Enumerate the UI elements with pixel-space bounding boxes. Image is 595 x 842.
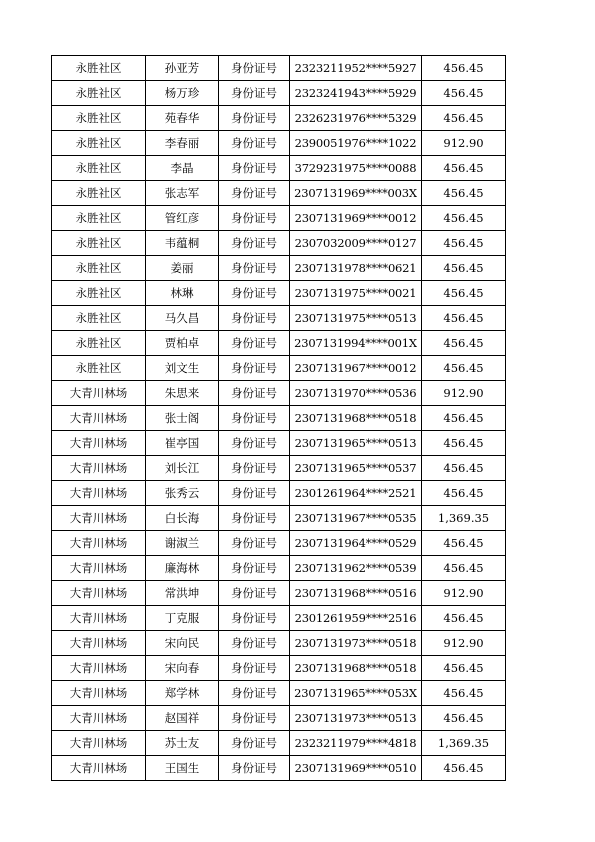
name-cell: 朱思来 <box>146 381 219 406</box>
id-number-cell: 2307131968****0516 <box>290 581 422 606</box>
name-cell: 赵国祥 <box>146 706 219 731</box>
table-row <box>52 381 506 406</box>
name-cell: 宋向民 <box>146 631 219 656</box>
amount-cell: 456.45 <box>422 681 506 706</box>
amount-cell: 456.45 <box>422 306 506 331</box>
org-cell: 永胜社区 <box>52 56 146 81</box>
id-type-cell: 身份证号 <box>219 456 290 481</box>
id-type-cell: 身份证号 <box>219 306 290 331</box>
id-type-cell: 身份证号 <box>219 681 290 706</box>
table-row <box>52 306 506 331</box>
org-cell: 大青川林场 <box>52 731 146 756</box>
org-cell: 大青川林场 <box>52 556 146 581</box>
amount-cell: 456.45 <box>422 456 506 481</box>
table-row <box>52 156 506 181</box>
roster-table-body <box>52 56 506 781</box>
amount-cell: 456.45 <box>422 556 506 581</box>
name-cell: 苏士友 <box>146 731 219 756</box>
amount-cell: 456.45 <box>422 206 506 231</box>
name-cell: 王国生 <box>146 756 219 781</box>
id-number-cell: 2323211952****5927 <box>290 56 422 81</box>
id-number-cell: 2307131969****003X <box>290 181 422 206</box>
name-cell: 崔亭国 <box>146 431 219 456</box>
id-number-cell: 2307131978****0621 <box>290 256 422 281</box>
id-type-cell: 身份证号 <box>219 181 290 206</box>
name-cell: 丁克服 <box>146 606 219 631</box>
table-row <box>52 706 506 731</box>
id-type-cell: 身份证号 <box>219 706 290 731</box>
id-number-cell: 2307032009****0127 <box>290 231 422 256</box>
org-cell: 大青川林场 <box>52 531 146 556</box>
org-cell: 永胜社区 <box>52 331 146 356</box>
org-cell: 永胜社区 <box>52 231 146 256</box>
amount-cell: 456.45 <box>422 81 506 106</box>
amount-cell: 456.45 <box>422 156 506 181</box>
id-type-cell: 身份证号 <box>219 506 290 531</box>
name-cell: 宋向春 <box>146 656 219 681</box>
id-type-cell: 身份证号 <box>219 656 290 681</box>
id-number-cell: 2307131967****0535 <box>290 506 422 531</box>
amount-cell: 456.45 <box>422 756 506 781</box>
name-cell: 白长海 <box>146 506 219 531</box>
table-row <box>52 81 506 106</box>
table-row <box>52 106 506 131</box>
name-cell: 李春丽 <box>146 131 219 156</box>
table-row <box>52 456 506 481</box>
id-number-cell: 2323241943****5929 <box>290 81 422 106</box>
amount-cell: 456.45 <box>422 106 506 131</box>
org-cell: 永胜社区 <box>52 156 146 181</box>
id-number-cell: 2301261959****2516 <box>290 606 422 631</box>
table-row <box>52 356 506 381</box>
name-cell: 常洪坤 <box>146 581 219 606</box>
id-type-cell: 身份证号 <box>219 556 290 581</box>
id-type-cell: 身份证号 <box>219 356 290 381</box>
id-number-cell: 2307131968****0518 <box>290 406 422 431</box>
id-number-cell: 2307131964****0529 <box>290 531 422 556</box>
id-type-cell: 身份证号 <box>219 56 290 81</box>
id-type-cell: 身份证号 <box>219 281 290 306</box>
id-type-cell: 身份证号 <box>219 431 290 456</box>
amount-cell: 456.45 <box>422 231 506 256</box>
id-number-cell: 2326231976****5329 <box>290 106 422 131</box>
id-type-cell: 身份证号 <box>219 81 290 106</box>
name-cell: 张秀云 <box>146 481 219 506</box>
id-number-cell: 2307131975****0513 <box>290 306 422 331</box>
table-row <box>52 731 506 756</box>
name-cell: 杨万珍 <box>146 81 219 106</box>
name-cell: 廉海林 <box>146 556 219 581</box>
table-row <box>52 231 506 256</box>
table-row <box>52 556 506 581</box>
org-cell: 大青川林场 <box>52 506 146 531</box>
id-number-cell: 2307131965****0513 <box>290 431 422 456</box>
org-cell: 大青川林场 <box>52 456 146 481</box>
table-row <box>52 606 506 631</box>
id-type-cell: 身份证号 <box>219 481 290 506</box>
org-cell: 永胜社区 <box>52 256 146 281</box>
table-row <box>52 756 506 781</box>
roster-table <box>51 55 506 781</box>
id-type-cell: 身份证号 <box>219 756 290 781</box>
id-type-cell: 身份证号 <box>219 581 290 606</box>
amount-cell: 456.45 <box>422 181 506 206</box>
amount-cell: 456.45 <box>422 406 506 431</box>
name-cell: 贾柏卓 <box>146 331 219 356</box>
name-cell: 刘长江 <box>146 456 219 481</box>
name-cell: 张志军 <box>146 181 219 206</box>
id-number-cell: 2307131967****0012 <box>290 356 422 381</box>
id-number-cell: 2307131968****0518 <box>290 656 422 681</box>
id-number-cell: 2307131969****0012 <box>290 206 422 231</box>
id-type-cell: 身份证号 <box>219 606 290 631</box>
name-cell: 韦蕴桐 <box>146 231 219 256</box>
amount-cell: 912.90 <box>422 131 506 156</box>
org-cell: 大青川林场 <box>52 431 146 456</box>
amount-cell: 912.90 <box>422 381 506 406</box>
id-number-cell: 2307131965****053X <box>290 681 422 706</box>
name-cell: 苑春华 <box>146 106 219 131</box>
name-cell: 李晶 <box>146 156 219 181</box>
table-row <box>52 431 506 456</box>
amount-cell: 456.45 <box>422 706 506 731</box>
org-cell: 永胜社区 <box>52 81 146 106</box>
amount-cell: 456.45 <box>422 656 506 681</box>
id-number-cell: 2307131969****0510 <box>290 756 422 781</box>
name-cell: 孙亚芳 <box>146 56 219 81</box>
name-cell: 姜丽 <box>146 256 219 281</box>
amount-cell: 912.90 <box>422 631 506 656</box>
amount-cell: 456.45 <box>422 331 506 356</box>
amount-cell: 456.45 <box>422 606 506 631</box>
org-cell: 永胜社区 <box>52 131 146 156</box>
amount-cell: 456.45 <box>422 281 506 306</box>
org-cell: 大青川林场 <box>52 606 146 631</box>
table-row <box>52 681 506 706</box>
amount-cell: 1,369.35 <box>422 506 506 531</box>
id-type-cell: 身份证号 <box>219 156 290 181</box>
org-cell: 大青川林场 <box>52 756 146 781</box>
table-row <box>52 206 506 231</box>
name-cell: 刘文生 <box>146 356 219 381</box>
table-row <box>52 56 506 81</box>
org-cell: 大青川林场 <box>52 681 146 706</box>
id-type-cell: 身份证号 <box>219 631 290 656</box>
amount-cell: 456.45 <box>422 56 506 81</box>
id-number-cell: 2307131962****0539 <box>290 556 422 581</box>
id-type-cell: 身份证号 <box>219 531 290 556</box>
table-row <box>52 581 506 606</box>
id-type-cell: 身份证号 <box>219 231 290 256</box>
amount-cell: 456.45 <box>422 356 506 381</box>
table-row <box>52 181 506 206</box>
org-cell: 大青川林场 <box>52 581 146 606</box>
amount-cell: 456.45 <box>422 531 506 556</box>
name-cell: 马久昌 <box>146 306 219 331</box>
org-cell: 大青川林场 <box>52 481 146 506</box>
id-type-cell: 身份证号 <box>219 331 290 356</box>
org-cell: 大青川林场 <box>52 656 146 681</box>
amount-cell: 456.45 <box>422 256 506 281</box>
table-row <box>52 131 506 156</box>
amount-cell: 456.45 <box>422 481 506 506</box>
id-number-cell: 2307131965****0537 <box>290 456 422 481</box>
table-row <box>52 256 506 281</box>
org-cell: 永胜社区 <box>52 206 146 231</box>
id-type-cell: 身份证号 <box>219 731 290 756</box>
org-cell: 大青川林场 <box>52 706 146 731</box>
id-number-cell: 2307131970****0536 <box>290 381 422 406</box>
table-row <box>52 531 506 556</box>
org-cell: 永胜社区 <box>52 306 146 331</box>
id-number-cell: 2390051976****1022 <box>290 131 422 156</box>
org-cell: 永胜社区 <box>52 106 146 131</box>
table-row <box>52 656 506 681</box>
name-cell: 管红彦 <box>146 206 219 231</box>
id-type-cell: 身份证号 <box>219 106 290 131</box>
id-number-cell: 2307131994****001X <box>290 331 422 356</box>
org-cell: 大青川林场 <box>52 406 146 431</box>
id-number-cell: 2307131973****0513 <box>290 706 422 731</box>
org-cell: 永胜社区 <box>52 281 146 306</box>
table-row <box>52 506 506 531</box>
id-type-cell: 身份证号 <box>219 406 290 431</box>
amount-cell: 1,369.35 <box>422 731 506 756</box>
id-number-cell: 2307131973****0518 <box>290 631 422 656</box>
id-number-cell: 2301261964****2521 <box>290 481 422 506</box>
name-cell: 林琳 <box>146 281 219 306</box>
amount-cell: 456.45 <box>422 431 506 456</box>
name-cell: 谢淑兰 <box>146 531 219 556</box>
table-row <box>52 481 506 506</box>
org-cell: 大青川林场 <box>52 631 146 656</box>
id-type-cell: 身份证号 <box>219 206 290 231</box>
id-type-cell: 身份证号 <box>219 381 290 406</box>
name-cell: 张士阁 <box>146 406 219 431</box>
id-number-cell: 3729231975****0088 <box>290 156 422 181</box>
id-number-cell: 2323211979****4818 <box>290 731 422 756</box>
org-cell: 永胜社区 <box>52 181 146 206</box>
org-cell: 大青川林场 <box>52 381 146 406</box>
id-type-cell: 身份证号 <box>219 131 290 156</box>
id-number-cell: 2307131975****0021 <box>290 281 422 306</box>
name-cell: 郑学林 <box>146 681 219 706</box>
table-row <box>52 331 506 356</box>
amount-cell: 912.90 <box>422 581 506 606</box>
org-cell: 永胜社区 <box>52 356 146 381</box>
id-type-cell: 身份证号 <box>219 256 290 281</box>
table-row <box>52 406 506 431</box>
table-row <box>52 281 506 306</box>
table-row <box>52 631 506 656</box>
